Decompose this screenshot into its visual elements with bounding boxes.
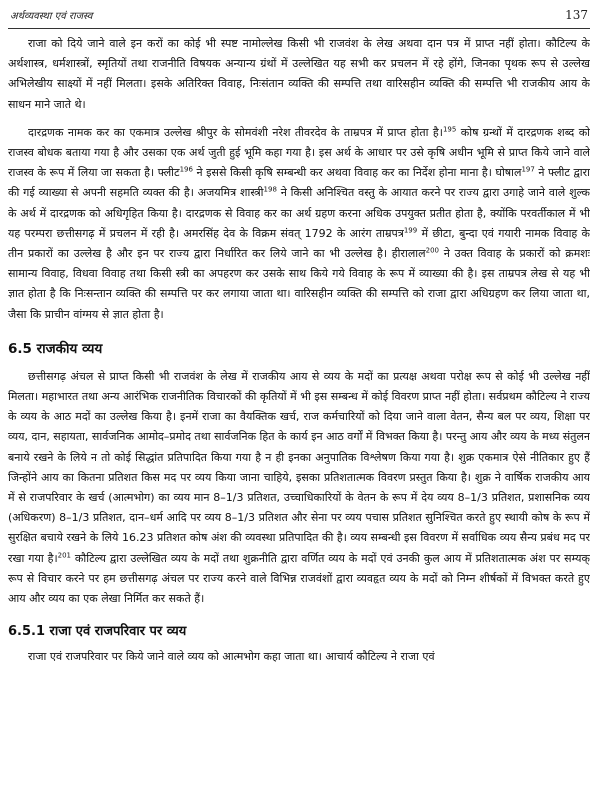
running-title: अर्थव्यवस्था एवं राजस्व bbox=[10, 11, 93, 22]
footnote-ref: 195 bbox=[442, 125, 457, 134]
paragraph-2-text: ने उक्त विवाह के प्रकारों को क्रमशः सामान्य विवाह, विधवा विवाह तथा किसी स्त्री का अपहरण कर उसके साथ किये गये विवाह के रूप में व्याख्या की है। इस ताम्रपत्र लेख से यह भी ज्ञात होता है कि निःसन्तान व्यक्ति की सम्पत्ति पर कर लगाया जाता था। वारिसहीन व्यक्ति की सम्पत्ति को राजा द्वारा अधिग्रहण कर लिया जाता था, जैसा कि प्राचीन वांग्मय से ज्ञात होता है। bbox=[8, 247, 590, 321]
paragraph-2-text: ने फ्लीट द्वारा की गई व्याख्या से अपनी सहमति व्यक्त की है। अजयमित्र शास्त्री bbox=[8, 166, 590, 200]
paragraph-2-text: कोष ग्रन्थों में दारद्रणक शब्द को राजस्व बोधक बताया गया है और उसका एक अर्थ जुती हुई भूमि कहा गया है। इस अर्थ के आधार पर उसे कृषि अधीन भूमि से प्राप्त किये जाने वाले राजस्व के रूप में लिया जा सकता है। फ्लीट bbox=[8, 125, 590, 180]
paragraph-4: राजा एवं राजपरिवार पर किये जाने वाले व्यय को आत्मभोग कहा जाता था। आचार्य कौटिल्य ने राजा एवं bbox=[28, 650, 435, 664]
running-header bbox=[10, 4, 588, 26]
page-content bbox=[8, 34, 590, 792]
paragraph-2 bbox=[8, 123, 590, 325]
header-rule bbox=[8, 28, 590, 29]
footnote-ref: 198 bbox=[263, 185, 277, 194]
subsection-heading: 6.5.1 राजा एवं राजपरिवार पर व्यय bbox=[8, 624, 187, 640]
paragraph-2-text: ने किसी अनिश्चित वस्तु के आयात करने पर राज्य द्वारा उगाहे जाने वाले शुल्क के अर्थ में दारद्रणक को अधिगृहित किया है। दारद्रणक से विवाह कर का अर्थ ग्रहण करना अधिक उपयुक्त प्रतीत होता है, क्योंकि परवर्तीकाल में भी यह परम्परा छत्तीसगढ़ में प्रचलन में रही है। अमरसिंह देव के विक्रम संवत् 1792 के आरंग ताम्रपत्र bbox=[8, 186, 590, 240]
footnote-ref: 201 bbox=[57, 551, 71, 560]
paragraph-3-text: कौटिल्य द्वारा उल्लेखित व्यय के मदों तथा शुक्रनीति द्वारा वर्णित व्यय के मदों एवं उनकी कुल आय में प्रतिशतात्मक अंश पर सम्यक् रूप से विचार करने पर हम छत्तीसगढ़ अंचल पर राज्य करने वाले विभिन्न राजवंशों द्वारा व्यवहृत व्यय के मदों को निम्न शीर्षकों में विभक्त करते हुए आय और व्यय का एक लेखा निर्मित कर सकते हैं। bbox=[8, 551, 590, 606]
footnote-ref: 196 bbox=[179, 165, 193, 174]
paragraph-3-text: छत्तीसगढ़ अंचल से प्राप्त किसी भी राजवंश के लेख में राजकीय आय से व्यय के मदों का प्रत्यक्ष अथवा परोक्ष रूप से कोई भी उल्लेख नहीं मिलता। महाभारत तथा अन्य आरंभिक राजनीतिक विचारकों की कृतियों में भी इस सम्बन्ध में कोई विवरण प्राप्त नहीं होता। सर्वप्रथम कौटिल्य ने राज्य के व्यय के आठ मदों का उल्लेख किया है। इनमें राजा का वैयक्तिक खर्च, राज कर्मचारियों को दिया जाने वाला वेतन, सैन्य बल पर व्यय, शिक्षा पर व्यय, दान, सहायता, सार्वजनिक आमोद–प्रमोद तथा सार्वजनिक हित के कार्य इन आठ वर्गों में विभक्त किया है। परन्तु आय और व्यय के मध्य संतुलन बनाये रखने के लिये न तो कोई सिद्धांत प्रतिपादित किया गया है न ही इनका अनुपातिक विश्लेषण किया गया है। शुक्र एकमात्र ऐसे नीतिकार हुए हैं जिन्होंने आय का कितना प्रतिशत किस मद पर व्यय किया जाना चाहिये, इसका प्रतिशतात्मक विवरण प्रस्तुत किया है। शुक्र ने वार्षिक राजकीय आय में से राजपरिवार के खर्च (आत्मभोग) का व्यय मान 8–1/3 प्रतिशत, उच्चाधिकारियों के वेतन के रूप में देय व्यय 8–1/3 प्रतिशत, प्रशासनिक व्यय (अधिकरण) 8–1/3 प्रतिशत, दान–धर्म आदि पर व्यय 8–1/3 प्रतिशत और सेना पर व्यय पचास प्रतिशत सुनिश्चित करते हुए स्थायी कोष के रूप में सुरक्षित बचाये रखने के लिये 16.23 प्रतिशत कोष अंश की व्यवस्था प्रतिपादित की है। व्यय सम्बन्धी इस विवरण में सर्वाधिक व्यय सैन्य प्रबंध मद पर रखा गया है। bbox=[8, 369, 590, 565]
paragraph-3 bbox=[8, 367, 590, 609]
footnote-ref: 197 bbox=[521, 165, 535, 174]
paragraph-2-text: में छीटा, बुन्दा एवं गयारी नामक विवाह के तीन प्रकारों का उल्लेख है और इन पर राज्य द्वारा निर्धारित कर लिये जाने का भी उल्लेख है। हीरालाल bbox=[8, 226, 590, 261]
page-number: 137 bbox=[565, 8, 588, 22]
footnote-ref: 200 bbox=[425, 246, 439, 255]
paragraph-2-text: दारद्रणक नामक कर का एकमात्र उल्लेख श्रीपुर के सोमवंशी नरेश तीवरदेव के ताम्रपत्र में प्राप्त होता है। bbox=[28, 125, 443, 139]
footnote-ref: 199 bbox=[403, 226, 418, 235]
paragraph-1: राजा को दिये जाने वाले इन करों का कोई भी स्पष्ट नामोल्लेख किसी भी राजवंश के लेख अथवा दान पत्र में प्राप्त नहीं होता। कौटिल्य के अर्थशास्त्र, धर्मशास्त्रों, स्मृतियों तथा राजनीति विषयक अन्यान्य ग्रंथों में उल्लेखित यह सभी कर प्रचलन में रहे होंगे, जिनका पृथक रूप से उल्लेख अभिलेखीय साक्ष्यों में नहीं मिलता। इसके अतिरिक्त विवाह, निःसंतान व्यक्ति की सम्पत्ति तथा वारिसहीन व्यक्ति की सम्पत्ति भी राजकीय आय के साधन माने जाते थे। bbox=[8, 37, 590, 111]
section-heading: 6.5 राजकीय व्यय bbox=[8, 340, 103, 357]
paragraph-2-text: ने इससे किसी कृषि सम्बन्धी कर अथवा विवाह कर का निर्देश होना माना है। घोषाल bbox=[192, 166, 522, 180]
